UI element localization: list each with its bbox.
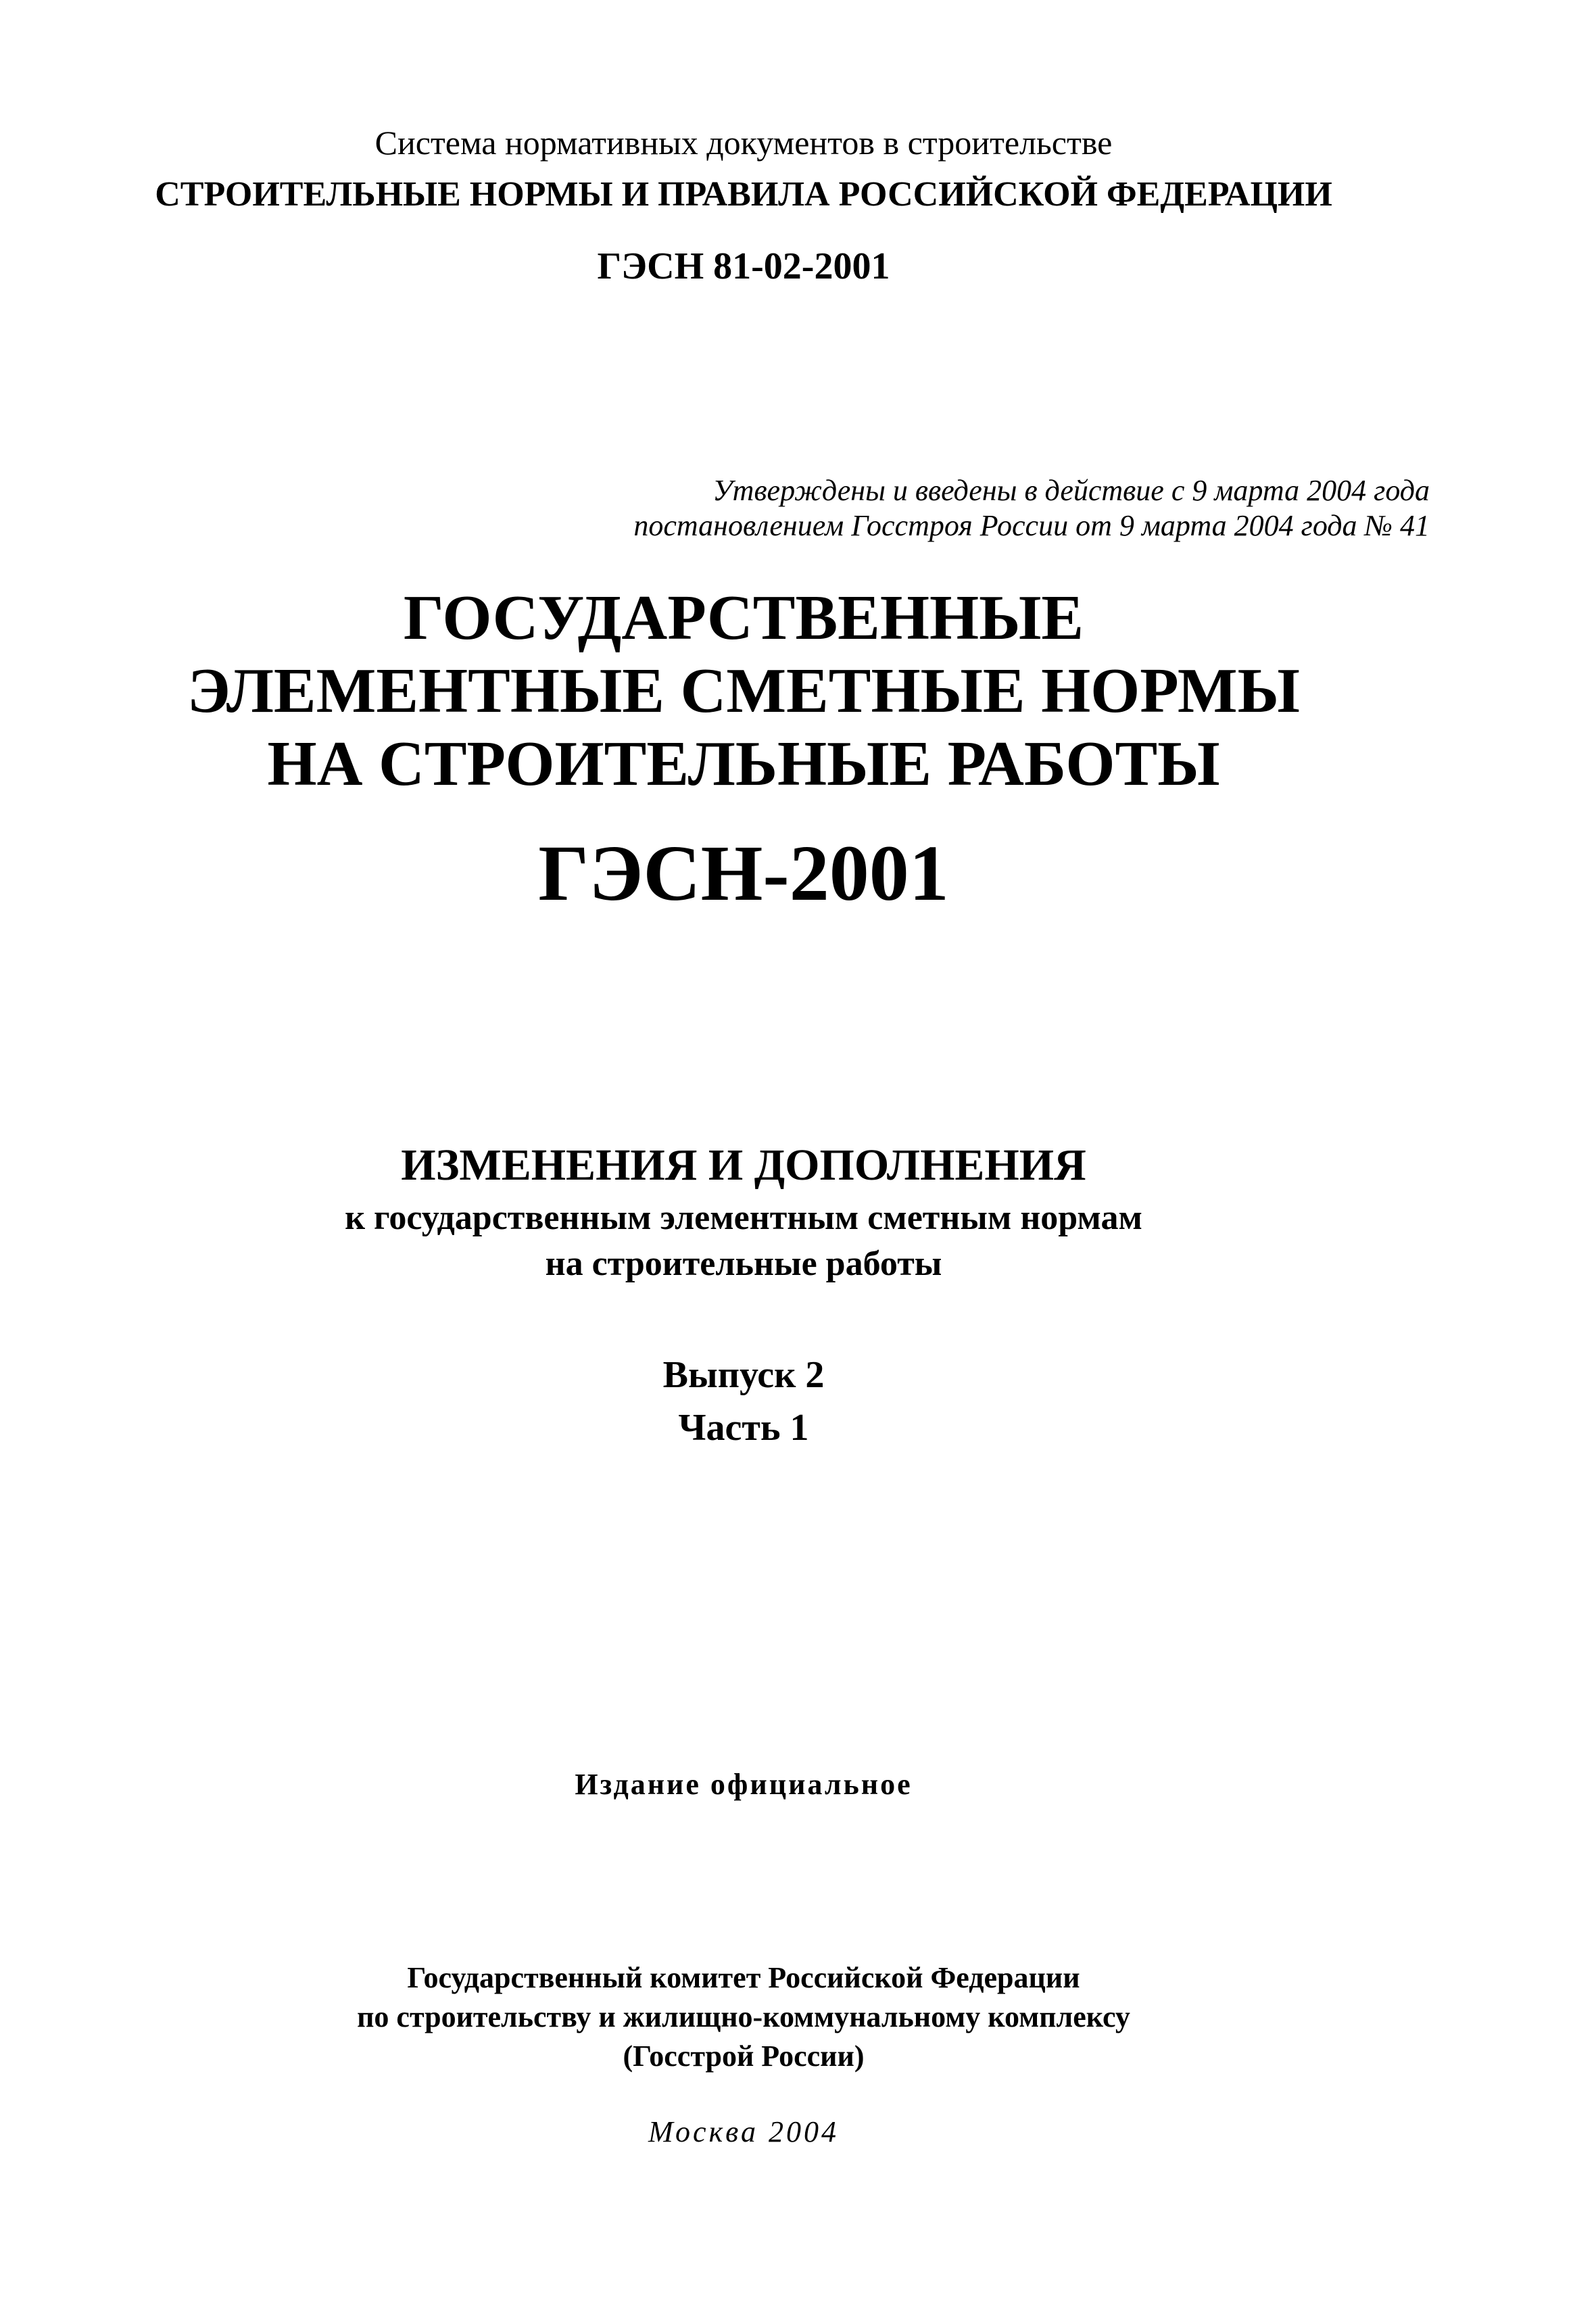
system-of-documents-line: Система нормативных документов в строительстве [374,124,1113,162]
approval-note-line-2: постановлением Госстроя России от 9 марта 2004 года № 41 [633,509,1430,542]
changes-heading: ИЗМЕНЕНИЯ И ДОПОЛНЕНИЯ [401,1140,1086,1190]
snip-heading: СТРОИТЕЛЬНЫЕ НОРМЫ И ПРАВИЛА РОССИЙСКОЙ ФЕДЕРАЦИИ [155,175,1332,214]
main-title-line-2: ЭЛЕМЕНТНЫЕ СМЕТНЫЕ НОРМЫ [187,656,1300,726]
main-title-line-3: НА СТРОИТЕЛЬНЫЕ РАБОТЫ [267,729,1220,799]
document-code: ГЭСН 81-02-2001 [597,245,890,287]
main-title-code: ГЭСН-2001 [538,829,949,917]
changes-subtitle-line-1: к государственным элементным сметным нормам [345,1199,1142,1237]
official-edition-label: Издание официальное [575,1768,913,1801]
publisher-line-2: по строительству и жилищно-коммунальному комплексу [357,2000,1130,2033]
publisher-line-1: Государственный комитет Российской Федерации [407,1961,1080,1994]
main-title-line-1: ГОСУДАРСТВЕННЫЕ [403,583,1084,653]
approval-note-line-1: Утверждены и введены в действие с 9 марта 2004 года [712,474,1430,507]
issue-number: Выпуск 2 [662,1354,825,1396]
city-and-year: Москва 2004 [648,2115,839,2148]
changes-subtitle-line-2: на строительные работы [545,1245,942,1283]
publisher-line-3: (Госстрой России) [623,2040,865,2073]
part-number: Часть 1 [678,1407,809,1449]
